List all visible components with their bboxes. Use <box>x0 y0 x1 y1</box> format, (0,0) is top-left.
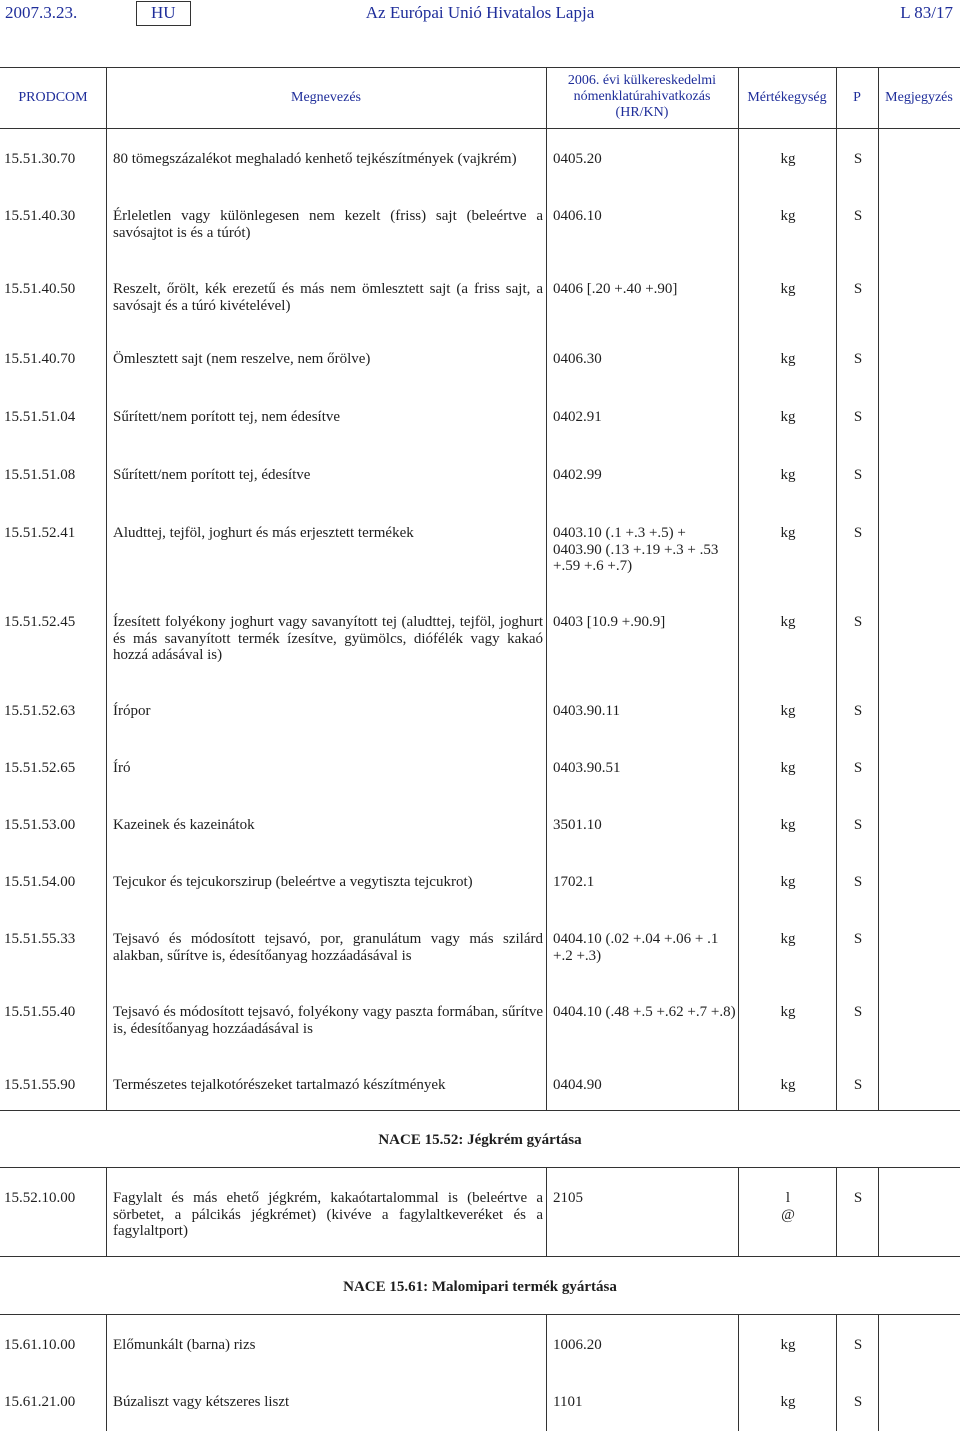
column-rule <box>738 1314 739 1431</box>
unit-of-measure: kg <box>780 874 796 890</box>
section-rule <box>0 1314 960 1315</box>
product-description: Kazeinek és kazeinátok <box>113 817 255 833</box>
cn-reference: 1702.1 <box>553 874 595 890</box>
p-code: S <box>853 1337 863 1353</box>
product-description: Tejsavó és módosított tejsavó, por, granulátum vagy más szilárd alakban, sűrítve is, édesítőanyag hozzáadásával is <box>113 931 543 964</box>
cn-reference: 0406.30 <box>553 351 602 367</box>
product-description: Érleletlen vagy különlegesen nem kezelt (friss) sajt (beleértve a savósajtot is és a túrót) <box>113 208 543 241</box>
prodcom-code: 15.51.53.00 <box>4 817 76 833</box>
cn-reference: 0406.10 <box>553 208 602 224</box>
p-code: S <box>853 931 863 947</box>
column-header-note: Megjegyzés <box>885 90 953 105</box>
column-rule <box>836 1314 837 1431</box>
cn-reference: 0405.20 <box>553 151 602 167</box>
product-description: Természetes tejalkotórészeket tartalmazó készítmények <box>113 1077 446 1093</box>
product-description: Sűrített/nem porított tej, nem édesítve <box>113 409 341 425</box>
prodcom-code: 15.51.52.45 <box>4 614 76 630</box>
product-description: Ízesített folyékony joghurt vagy savanyított tej (aludttej, tejföl, joghurt és más savanyított termék ízesítve, gyümölcs, diófélék vagy kakaó hozzá adásával is) <box>113 614 543 663</box>
p-code: S <box>853 151 863 167</box>
p-code: S <box>853 281 863 297</box>
p-code: S <box>853 874 863 890</box>
column-rule <box>836 1167 837 1256</box>
cn-reference: 3501.10 <box>553 817 602 833</box>
prodcom-code: 15.51.40.30 <box>4 208 76 224</box>
section-rule <box>0 1256 960 1257</box>
cn-reference: 1006.20 <box>553 1337 602 1353</box>
unit-of-measure: kg <box>780 351 796 367</box>
p-code: S <box>853 525 863 541</box>
header-bottom-rule <box>0 128 960 129</box>
p-code: S <box>853 409 863 425</box>
p-code: S <box>853 351 863 367</box>
column-rule <box>546 67 547 1110</box>
prodcom-code: 15.51.30.70 <box>4 151 76 167</box>
cn-reference: 0402.91 <box>553 409 602 425</box>
unit-of-measure: kg <box>780 409 796 425</box>
unit-of-measure: kg <box>780 817 796 833</box>
product-description: 80 tömegszázalékot meghaladó kenhető tejkészítmények (vajkrém) <box>113 151 517 167</box>
product-description: Író <box>113 760 131 776</box>
product-description: Tejsavó és módosított tejsavó, folyékony vagy paszta formában, sűrítve is, édesítőanyag hozzáadásával is <box>113 1004 543 1037</box>
unit-of-measure: kg <box>780 467 796 483</box>
section-heading: NACE 15.52: Jégkrém gyártása <box>378 1132 582 1148</box>
unit-of-measure: kg <box>780 281 796 297</box>
product-description: Reszelt, őrölt, kék erezetű és más nem ömlesztett sajt (a friss sajt, a savósajt és a túró kivételével) <box>113 281 543 314</box>
column-rule <box>878 1314 879 1431</box>
section-rule <box>0 1110 960 1111</box>
p-code: S <box>853 703 863 719</box>
cn-reference: 0403.90.11 <box>553 703 620 719</box>
product-description: Sűrített/nem porított tej, édesítve <box>113 467 311 483</box>
unit-of-measure-secondary: @ <box>781 1207 795 1223</box>
column-header-cn-line: (HR/KN) <box>615 105 669 120</box>
product-description: Fagylalt és más ehető jégkrém, kakaótartalommal is (beleértve a sörbetet, a pálcikás jégkrémet) (kivéve a fagylaltkeveréket és a fagylaltport) <box>113 1190 543 1239</box>
prodcom-code: 15.61.10.00 <box>4 1337 76 1353</box>
column-rule <box>546 1314 547 1431</box>
cn-reference: 0406 [.20 +.40 +.90] <box>553 281 678 297</box>
unit-of-measure: kg <box>780 208 796 224</box>
unit-of-measure: kg <box>780 151 796 167</box>
column-rule <box>546 1167 547 1256</box>
prodcom-code: 15.51.51.04 <box>4 409 76 425</box>
prodcom-code: 15.51.55.90 <box>4 1077 76 1093</box>
journal-title: Az Európai Unió Hivatalos Lapja <box>365 3 595 22</box>
product-description: Előmunkált (barna) rizs <box>113 1337 256 1353</box>
column-header-prodcom: PRODCOM <box>18 90 88 105</box>
prodcom-code: 15.51.54.00 <box>4 874 76 890</box>
cn-reference: 0404.10 (.02 +.04 +.06 + .1 +.2 +.3) <box>553 931 719 964</box>
cn-reference: 0403 [10.9 +.90.9] <box>553 614 666 630</box>
p-code: S <box>853 1190 863 1206</box>
table-top-rule <box>0 67 960 68</box>
column-rule <box>106 1167 107 1256</box>
prodcom-code: 15.51.55.40 <box>4 1004 76 1020</box>
prodcom-code: 15.51.52.63 <box>4 703 76 719</box>
section-rule <box>0 1167 960 1168</box>
column-rule <box>738 67 739 1110</box>
p-code: S <box>853 467 863 483</box>
unit-of-measure: kg <box>780 760 796 776</box>
prodcom-code: 15.51.40.70 <box>4 351 76 367</box>
unit-of-measure: kg <box>780 703 796 719</box>
column-header-cn <box>546 73 738 121</box>
unit-of-measure: kg <box>780 614 796 630</box>
column-rule <box>106 67 107 1110</box>
p-code: S <box>853 208 863 224</box>
product-description: Tejcukor és tejcukorszirup (beleértve a vegytiszta tejcukrot) <box>113 874 473 890</box>
prodcom-code: 15.61.21.00 <box>4 1394 76 1410</box>
unit-of-measure: kg <box>780 1337 796 1353</box>
page-number: L 83/17 <box>900 3 953 22</box>
prodcom-code: 15.51.55.33 <box>4 931 76 947</box>
cn-reference: 0403.90.51 <box>553 760 621 776</box>
language-badge: HU <box>136 1 191 26</box>
cn-reference: 0404.90 <box>553 1077 602 1093</box>
column-rule <box>738 1167 739 1256</box>
column-header-name: Megnevezés <box>291 90 361 105</box>
page-header <box>0 0 960 34</box>
p-code: S <box>853 614 863 630</box>
cn-reference: 0402.99 <box>553 467 602 483</box>
header-date: 2007.3.23. <box>5 3 78 22</box>
cn-reference: 1101 <box>553 1394 583 1410</box>
section-heading: NACE 15.61: Malomipari termék gyártása <box>343 1279 617 1295</box>
unit-of-measure: kg <box>780 1394 796 1410</box>
column-rule <box>878 1167 879 1256</box>
unit-of-measure: kg <box>780 1077 796 1093</box>
p-code: S <box>853 1077 863 1093</box>
product-description: Aludttej, tejföl, joghurt és más erjesztett termékek <box>113 525 414 541</box>
p-code: S <box>853 817 863 833</box>
unit-of-measure: kg <box>780 1004 796 1020</box>
prodcom-code: 15.51.40.50 <box>4 281 76 297</box>
prodcom-code: 15.51.51.08 <box>4 467 76 483</box>
cn-reference: 0403.10 (.1 +.3 +.5) + 0403.90 (.13 +.19 +.3 + .53 +.59 +.6 +.7) <box>553 525 719 574</box>
column-header-p: P <box>853 90 861 105</box>
column-header-cn-line: 2006. évi külkereskedelmi <box>567 73 717 88</box>
unit-of-measure: kg <box>780 931 796 947</box>
product-description: Búzaliszt vagy kétszeres liszt <box>113 1394 290 1410</box>
prodcom-code: 15.51.52.65 <box>4 760 76 776</box>
prodcom-code: 15.51.52.41 <box>4 525 76 541</box>
unit-of-measure: l <box>785 1190 791 1206</box>
p-code: S <box>853 760 863 776</box>
cn-reference: 0404.10 (.48 +.5 +.62 +.7 +.8) <box>553 1004 736 1020</box>
prodcom-code: 15.52.10.00 <box>4 1190 76 1206</box>
column-header-cn-line: nómenklatúrahivatkozás <box>573 89 711 104</box>
cn-reference: 2105 <box>553 1190 583 1206</box>
column-rule <box>106 1314 107 1431</box>
product-description: Írópor <box>113 703 151 719</box>
p-code: S <box>853 1004 863 1020</box>
product-description: Ömlesztett sajt (nem reszelve, nem őrölve) <box>113 351 371 367</box>
column-header-unit: Mértékegység <box>747 90 827 105</box>
unit-of-measure: kg <box>780 525 796 541</box>
p-code: S <box>853 1394 863 1410</box>
